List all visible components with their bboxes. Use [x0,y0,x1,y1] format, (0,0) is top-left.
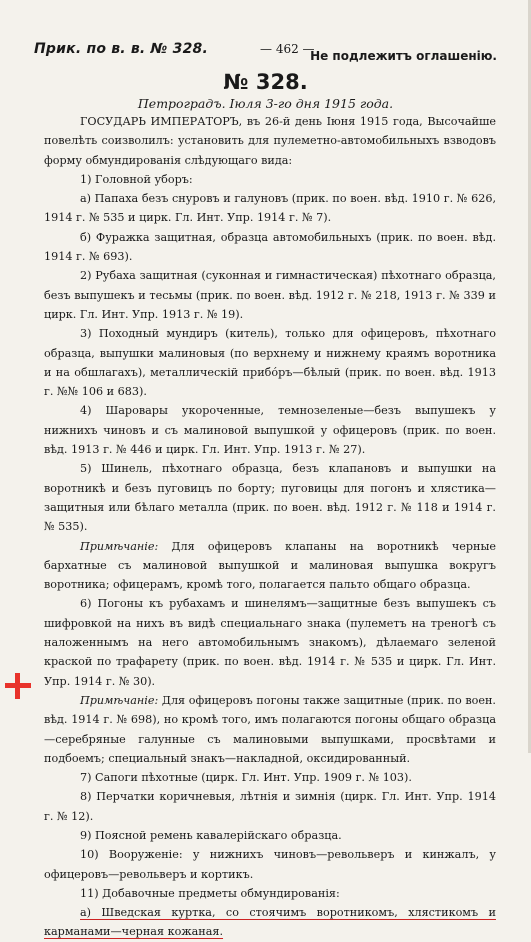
paragraph: ГОСУДАРЬ ИМПЕРАТОРЪ, въ 26-й день Іюня 1915 года, Высочайше повелѣть соизволилъ: установить для пулеметно-автомобильныхъ взводовъ форму обмундированія слѣдующаго вида: [44,115,496,167]
document-body [44,112,496,942]
paragraph: 10) Вооруженіе: у нижнихъ чиновъ—револьверъ и кинжалъ, у офицеровъ—револьверъ и кортикъ. [44,848,496,881]
paragraph: 5) Шинель, пѣхотнаго образца, безъ клапановъ и выпушки на воротникѣ и безъ пуговицъ по борту; пуговицы для погонъ и хлястика—защитныя или бѣлаго металла (прик. по воен. вѣд. 1912 г. № 118 и 1914 г. № 535). [44,462,496,534]
underlined-text: а) Шведская куртка, со стоячимъ воротникомъ, хлястикомъ и карманами—черная кожаная. [44,906,496,939]
note-paragraph [44,691,496,768]
paragraph: 7) Сапоги пѣхотные (цирк. Гл. Инт. Упр. 1909 г. № 103). [80,771,412,785]
paragraph: 8) Перчатки коричневыя, лѣтнія и зимнія (цирк. Гл. Инт. Упр. 1914 г. № 12). [44,790,496,823]
order-number: № 328. [223,70,308,94]
red-plus-icon [5,673,31,699]
paragraph: 4) Шаровары укороченные, темнозеленые—безъ выпушекъ у нижнихъ чиновъ и съ малиновой выпушкой у офицеровъ (прик. по воен. вѣд. 1913 г. № 446 и цирк. Гл. Инт. Упр. 1913 г. № 27). [44,404,496,457]
paragraph: 6) Погоны къ рубахамъ и шинелямъ—защитные безъ выпушекъ съ шифровкой на нихъ въ видѣ специальнаго знака (пулеметъ на треногѣ съ наложеннымъ на него автомобильнымъ знакомъ), дѣлаемаго зеленой краской по трафарету (прик. по воен. вѣд. 1914 г. № 535 и цирк. Гл. Инт. Упр. 1914 г. № 30). [44,597,496,688]
not-for-publication-notice: Не подлежитъ оглашенію. [310,49,497,63]
paragraph: 9) Поясной ремень кавалерійскаго образца. [80,828,342,842]
paragraph: 3) Походный мундиръ (китель), только для офицеровъ, пѣхотнаго образца, выпушки малиновыя (по верхнему и нижнему краямъ воротника и на обшлагахъ), металлическій прибо́ръ—бѣлый (прик. по воен. вѣд. 1913 г. №№ 106 и 683). [44,327,496,399]
paragraph: 11) Добавочные предметы обмундированія: [80,886,340,900]
paragraph: а) Папаха безъ снуровъ и галуновъ (прик. по воен. вѣд. 1910 г. № 626, 1914 г. № 535 и цирк. Гл. Инт. Упр. 1914 г. № 7). [44,192,496,225]
note-text: Для офицеровъ клапаны на воротникѣ черные бархатные съ малиновой выпушкой и малиновая выпушка вокругъ воротника; офицерамъ, кромѣ того, полагается пальто общаго образца. [44,539,496,592]
order-reference: Прик. по в. в. № 328. [34,41,208,57]
highlighted-paragraph [44,903,496,942]
place-date-line: Петроградъ. Іюля 3-го дня 1915 года. [137,96,394,111]
note-label: Примѣчаніе: [80,539,159,553]
paragraph: 2) Рубаха защитная (суконная и гимнастическая) пѣхотнаго образца, безъ выпушекъ и тесьмы (прик. по воен. вѣд. 1912 г. № 218, 1913 г. № 339 и цирк. Гл. Инт. Упр. 1913 г. № 19). [44,269,496,321]
paragraph: 1) Головной уборъ: [80,172,193,186]
note-label: Примѣчаніе: [80,693,159,707]
note-text: Для офицеровъ погоны также защитные (прик. по воен. вѣд. 1914 г. № 698), но кромѣ того, имъ полагаются погоны общаго образца—серебряные галунные съ малиновыми выпушками, просвѣтами и подбоемъ; специальный знакъ—накладной, оксидированный. [44,693,496,765]
note-paragraph [44,537,496,595]
paragraph: б) Фуражка защитная, образца автомобильныхъ (прик. по воен. вѣд. 1914 г. № 693). [44,230,496,264]
page-number: — 462 — [260,42,315,56]
page-header [34,41,497,61]
